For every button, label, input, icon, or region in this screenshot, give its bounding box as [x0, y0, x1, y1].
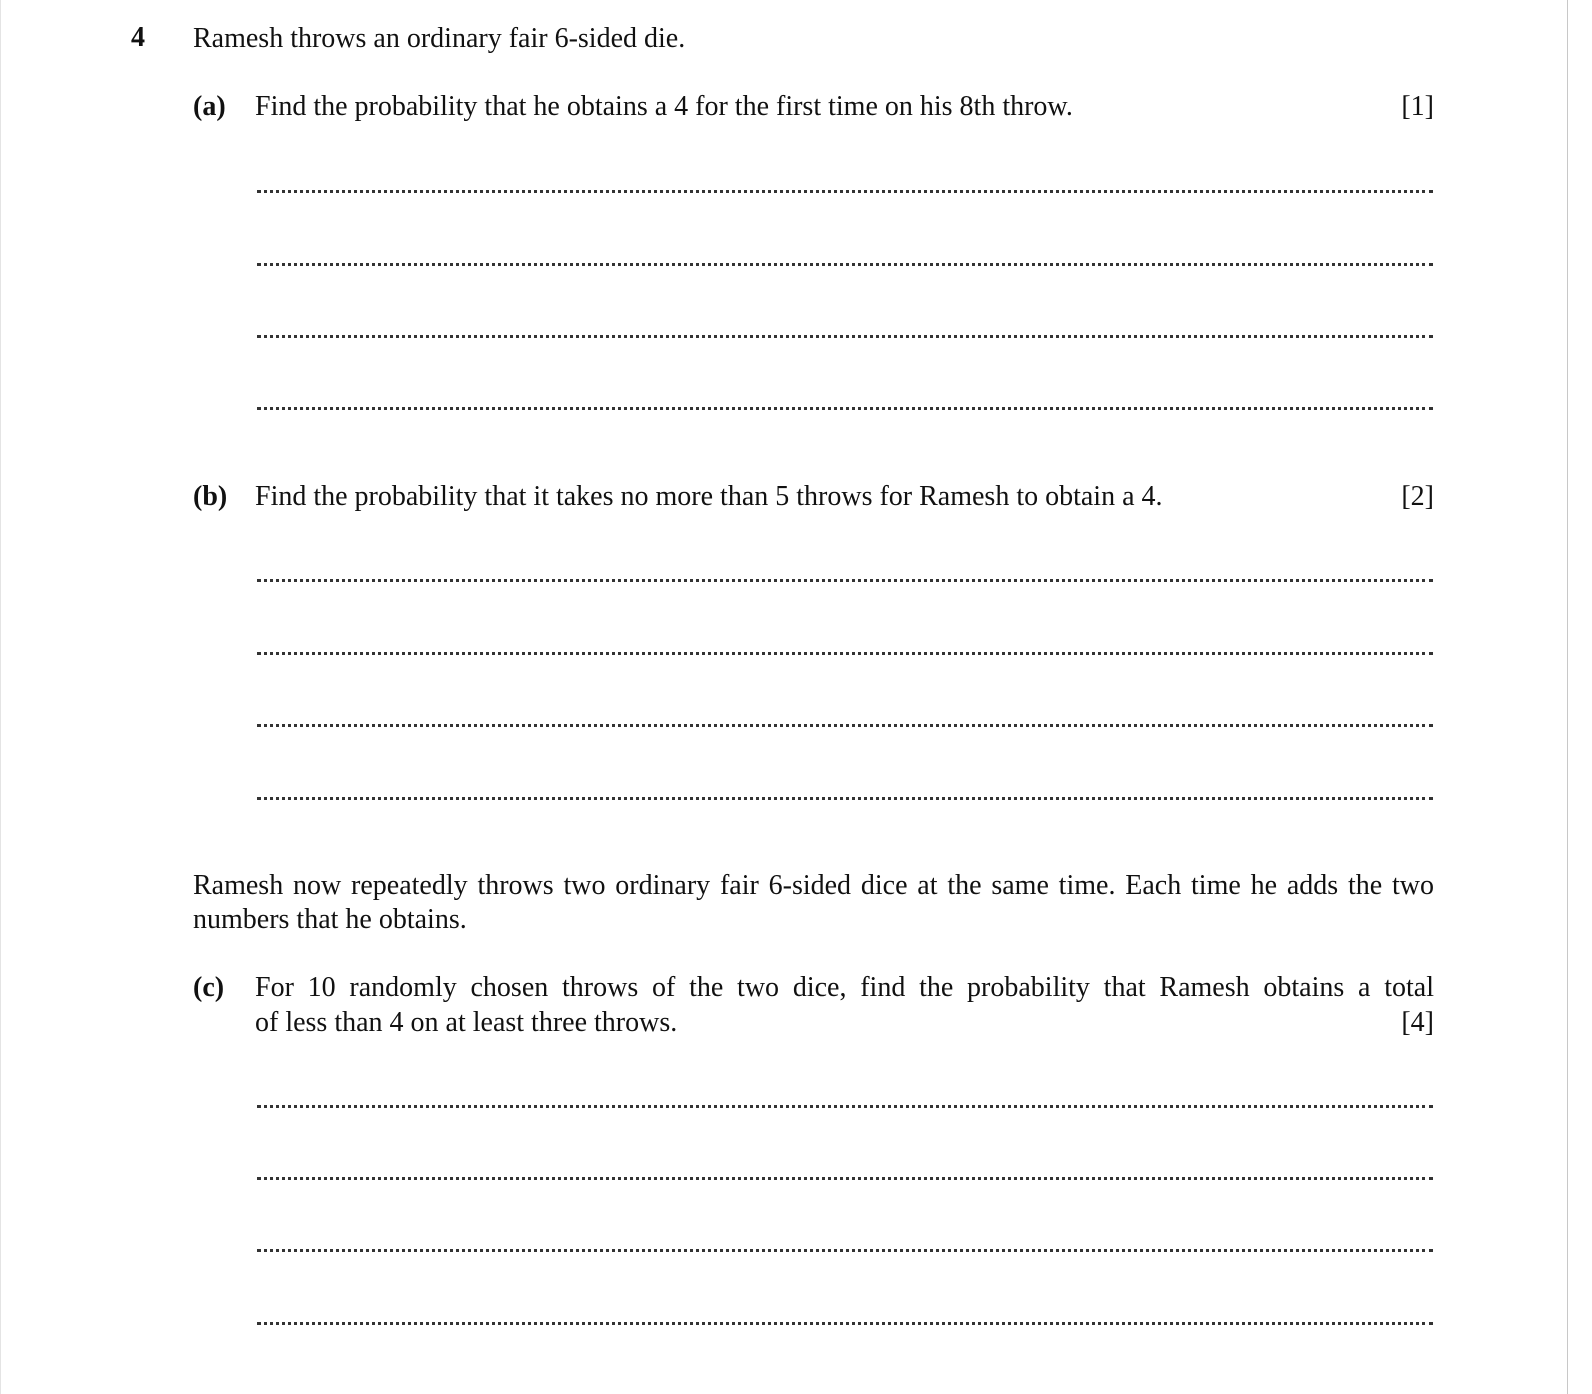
question-number: 4 [131, 22, 145, 53]
part-b-text: Find the probability that it takes no more than 5 throws for Ramesh to obtain a 4. [255, 481, 1163, 512]
part-c-text-line2: of less than 4 on at least three throws. [255, 1007, 678, 1038]
part-a-marks: [1] [1401, 91, 1434, 122]
part-c-label: (c) [193, 972, 225, 1003]
question-stem: Ramesh throws an ordinary fair 6-sided die. [193, 23, 686, 54]
answer-line-c2[interactable] [257, 1177, 1433, 1180]
part-c-text-line1: For 10 randomly chosen throws of the two dice, find the probability that Ramesh obtains a total [255, 972, 1434, 1003]
answer-line-c1[interactable] [257, 1105, 1433, 1108]
answer-line-c3[interactable] [257, 1249, 1433, 1252]
answer-line-a2[interactable] [257, 263, 1433, 266]
answer-line-b3[interactable] [257, 724, 1433, 727]
context-paragraph: Ramesh now repeatedly throws two ordinary fair 6-sided dice at the same time. Each time he adds the two numbers that he obtains. [193, 870, 1434, 935]
answer-line-c4[interactable] [257, 1322, 1433, 1325]
answer-line-a4[interactable] [257, 407, 1433, 410]
part-b-label: (b) [193, 481, 228, 512]
answer-line-b4[interactable] [257, 797, 1433, 800]
answer-line-a3[interactable] [257, 335, 1433, 338]
answer-line-a1[interactable] [257, 190, 1433, 193]
answer-line-b2[interactable] [257, 652, 1433, 655]
part-c-marks: [4] [1401, 1007, 1434, 1038]
part-a-label: (a) [193, 91, 226, 122]
part-a-text: Find the probability that he obtains a 4 for the first time on his 8th throw. [255, 91, 1073, 122]
answer-line-b1[interactable] [257, 579, 1433, 582]
part-b-marks: [2] [1401, 481, 1434, 512]
